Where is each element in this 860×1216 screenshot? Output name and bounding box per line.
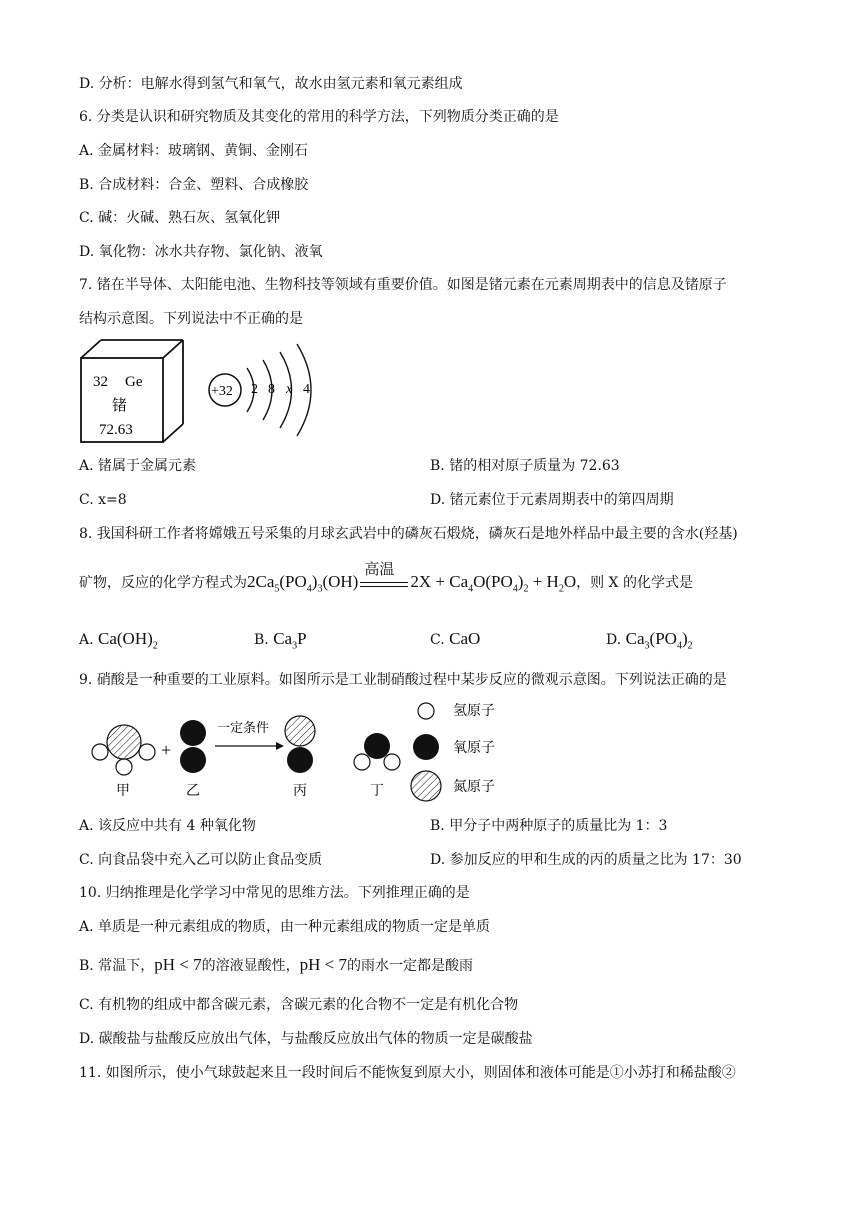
q10-stem: 10. 归纳推理是化学学习中常见的思维方法。下列推理正确的是 bbox=[79, 885, 470, 901]
nucleus-charge: +32 bbox=[211, 384, 233, 399]
q7-stem-line2: 结构示意图。下列说法中不正确的是 bbox=[79, 311, 303, 327]
legend-nitrogen-symbol bbox=[411, 771, 441, 801]
reaction-condition: 一定条件 bbox=[217, 720, 270, 735]
legend bbox=[411, 703, 495, 801]
q8-option-c: C. CaO bbox=[430, 629, 481, 648]
molecule-jia bbox=[92, 725, 155, 775]
q6-option-a: A. 金属材料：玻璃钢、黄铜、金刚石 bbox=[79, 143, 309, 159]
q8-condition: 高温 bbox=[364, 560, 395, 578]
q6-option-d: D. 氧化物：冰水共存物、氯化钠、液氧 bbox=[79, 244, 323, 260]
molecule-bing bbox=[285, 716, 315, 773]
ph-condition-2: pH < 7 bbox=[299, 955, 347, 974]
q10-option-d: D. 碳酸盐与盐酸反应放出气体，与盐酸反应放出气体的物质一定是碳酸盐 bbox=[79, 1031, 533, 1047]
q9-figure bbox=[80, 696, 520, 806]
legend-nitrogen-label: 氮原子 bbox=[453, 780, 495, 795]
q7-option-c: C. x=8 bbox=[79, 492, 127, 508]
q8-option-d-letter: D. bbox=[606, 632, 622, 648]
ph-condition-1: pH < 7 bbox=[154, 955, 202, 974]
legend-oxygen-label: 氧原子 bbox=[453, 741, 495, 756]
molecule-ding bbox=[354, 733, 400, 770]
label-ding: 丁 bbox=[370, 784, 384, 799]
element-name: 锗 bbox=[112, 398, 128, 414]
q8-option-a-letter: A. bbox=[79, 632, 94, 648]
q6-option-b: B. 合成材料：合金、塑料、合成橡胶 bbox=[79, 177, 309, 193]
q7-option-a: A. 锗属于金属元素 bbox=[79, 458, 197, 474]
q10-option-b-prefix: B. 常温下， bbox=[79, 958, 155, 974]
q8-stem-line2 bbox=[79, 560, 693, 599]
q6-stem: 6. 分类是认识和研究物质及其变化的常用的科学方法，下列物质分类正确的是 bbox=[79, 109, 559, 125]
q8-reaction-arrow bbox=[358, 560, 410, 593]
legend-hydrogen-label: 氢原子 bbox=[453, 704, 495, 719]
q10-option-b-suffix: 的雨水一定都是酸雨 bbox=[346, 958, 473, 974]
q8-option-b-letter: B. bbox=[254, 632, 269, 648]
molecule-yi bbox=[180, 720, 206, 773]
q9-option-d: D. 参加反应的甲和生成的丙的质量之比为 17：30 bbox=[430, 852, 742, 868]
q8-stem-prefix: 矿物，反应的化学方程式为 bbox=[79, 575, 247, 591]
label-bing: 丙 bbox=[293, 784, 307, 799]
q7-stem-line1: 7. 锗在半导体、太阳能电池、生物科技等领域有重要价值。如图是锗元素在元素周期表中的信息及锗原子 bbox=[79, 277, 727, 293]
element-number: 32 bbox=[93, 374, 108, 390]
q8-equation: $2Ca_5(PO_4)_3(OH)$ bbox=[247, 572, 359, 595]
element-mass: 72.63 bbox=[99, 422, 133, 438]
q9-option-c: C. 向食品袋中充入乙可以防止食品变质 bbox=[79, 852, 323, 868]
element-symbol: Ge bbox=[125, 374, 143, 390]
atom-structure-diagram bbox=[209, 344, 311, 436]
q8-stem-line1: 8. 我国科研工作者将嫦娥五号采集的月球玄武岩中的磷灰石煅烧，磷灰石是地外样品中最主要的含水(羟基) bbox=[79, 526, 738, 542]
q10-option-b-middle: 的溶液显酸性， bbox=[201, 958, 300, 974]
label-yi: 乙 bbox=[186, 784, 200, 799]
q8-option-c-letter: C. bbox=[430, 632, 445, 648]
q9-option-a: A. 该反应中共有 4 种氧化物 bbox=[79, 818, 256, 834]
shell-4-electrons: 4 bbox=[303, 382, 310, 397]
q8-option-d: D. $Ca_3(PO_4)_2$ bbox=[606, 629, 693, 652]
legend-oxygen-symbol bbox=[413, 734, 439, 760]
q10-option-a: A. 单质是一种元素组成的物质，由一种元素组成的物质一定是单质 bbox=[79, 919, 491, 935]
shell-2-electrons: 8 bbox=[268, 382, 275, 397]
q6-option-c: C. 碱：火碱、熟石灰、氢氧化钾 bbox=[79, 210, 281, 226]
q9-stem: 9. 硝酸是一种重要的工业原料。如图所示是工业制硝酸过程中某步反应的微观示意图。下列说法正确的是 bbox=[79, 672, 727, 688]
q8-stem-suffix: ，则 X 的化学式是 bbox=[576, 575, 693, 591]
label-jia: 甲 bbox=[116, 784, 130, 799]
q10-option-b bbox=[79, 955, 473, 976]
q9-option-b: B. 甲分子中两种原子的质量比为 1：3 bbox=[430, 818, 668, 834]
q10-option-c: C. 有机物的组成中都含碳元素，含碳元素的化合物不一定是有机化合物 bbox=[79, 997, 519, 1013]
legend-hydrogen-symbol bbox=[418, 703, 434, 719]
q7-option-d: D. 锗元素位于元素周期表中的第四周期 bbox=[430, 492, 674, 508]
shell-1-electrons: 2 bbox=[251, 382, 258, 397]
q7-option-b: B. 锗的相对原子质量为 72.63 bbox=[430, 458, 620, 474]
q11-stem: 11. 如图所示，使小气球鼓起来且一段时间后不能恢复到原大小，则固体和液体可能是①小苏打和稀盐酸② bbox=[79, 1065, 736, 1081]
q8-option-a: A. $Ca(OH)_2$ bbox=[79, 629, 158, 652]
plus-sign: + bbox=[161, 740, 172, 760]
q8-products: $2X + Ca_4O(PO_4)_2 + H_2O$ bbox=[410, 572, 577, 595]
q7-figure bbox=[75, 338, 335, 450]
q8-option-b: B. $Ca_3P$ bbox=[254, 629, 307, 652]
q5-option-d: D. 分析：电解水得到氢气和氧气，故水由氢元素和氧元素组成 bbox=[79, 76, 463, 92]
shell-3-electrons: x bbox=[286, 382, 293, 397]
